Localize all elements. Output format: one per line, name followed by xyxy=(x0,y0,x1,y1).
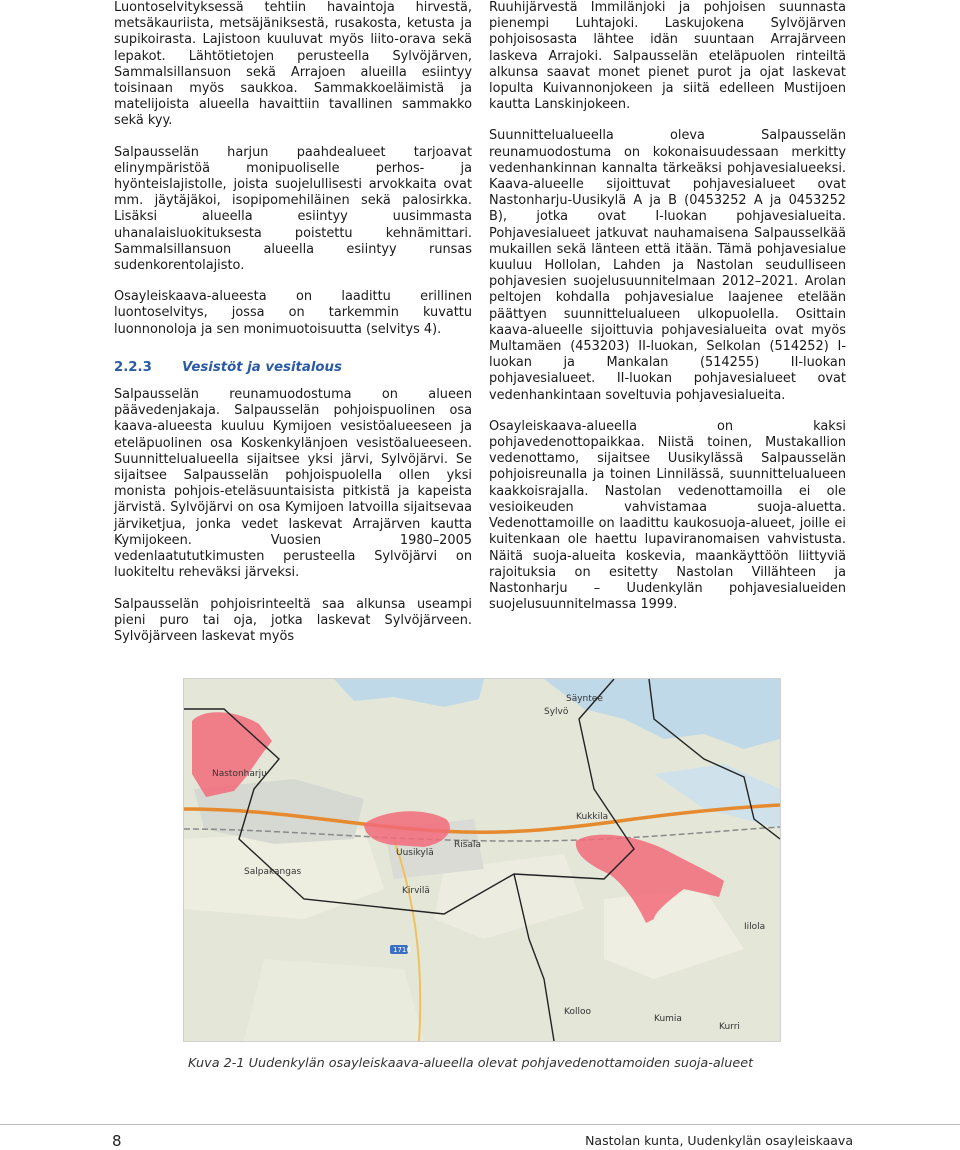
paragraph-rivers: Ruuhijärvestä Immilänjoki ja pohjoisen suunnasta pienempi Luhtajoki. Laskujokena Sylvöjärven pohjoisosasta lähtee idän suuntaan Arrajärveen laskeva Arrajoki. Salpausselän eteläpuolen rinteiltä alkunsa saavat monet pienet purot ja ojat laskevat lopulta Kuivannonjokeen ja siitä edelleen Mustijoen kautta Lanskinjokeen. xyxy=(489,0,846,113)
label-kumia: Kumia xyxy=(654,1014,682,1024)
section-heading xyxy=(114,360,472,376)
groundwater-protection-map xyxy=(183,678,781,1042)
paragraph-nature-survey: Osayleiskaava-alueesta on laadittu erillinen luontoselvitys, jossa on tarkemmin kuvattu luonnonoloja ja sen monimuotoisuutta (selvitys 4). xyxy=(114,289,472,337)
paragraph-watershed: Salpausselän reunamuodostuma on alueen päävedenjakaja. Salpausselän pohjoispuolinen osa kaava-alueesta kuuluu Kymijoen vesistöalueeseen ja eteläpuolinen osa Koskenkylänjoen vesistöalueeseen. Suunnittelualueella sijaitsee yksi järvi, Sylvöjärvi. Se sijaitsee Salpausselän pohjoispuolella ollen yksi monista pohjois-eteläsuuntaisista pitkistä ja kapeista järvistä. Sylvöjärvi on osa Kymijoen latvoilla sijaitsevaa järviketjua, jonka vedet laskevat Arrajärven kautta Kymijokeen. Vuosien 1980–2005 vedenlaatututkimusten perusteella Sylvöjärvi on luokiteltu reheväksi järveksi. xyxy=(114,387,472,581)
field-area-4 xyxy=(244,959,424,1041)
label-iilola: Iilola xyxy=(744,922,766,932)
label-saynatsalo: Säyntee xyxy=(566,694,603,704)
map-canvas xyxy=(184,679,780,1041)
paragraph-groundwater: Suunnittelualueella oleva Salpausselän reunamuodostuma on kokonaisuudessaan merkitty vedenhankinnan kannalta tärkeäksi pohjavesialueeksi. Kaava-alueelle sijoittuvat pohjavesialueet ovat Nastonharju-Uusikylä A ja B (0453252 A ja 0453252 B), jotka ovat I-luokan pohjavesialueita. Pohjavesialueet jatkuvat nauhamaisena Salpausselkää mukaillen sekä länteen että itään. Tämä pohjavesialue kuuluu Hollolan, Lahden ja Nastolan seudulliseen pohjavesien suojelusuunnitelmaan 2012–2021. Arolan peltojen kohdalla pohjavesialue laajenee etelään päättyen suunnittelualueen ulkopuolella. Osittain kaava-alueelle sijoittuvia pohjavesialueita ovat myös Multamäen (453203) II-luokan, Selkolan (514252) I-luokan ja Mankalan (514255) II-luokan pohjavesialueet. II-luokan pohjavesialueet ovat vedenhankintaan soveltuvia pohjavesialueita. xyxy=(489,128,846,403)
right-column xyxy=(489,0,846,613)
figure-caption: Kuva 2-1 Uudenkylän osayleiskaava-alueella olevat pohjavedenottamoiden suoja-alueet xyxy=(188,1056,754,1071)
label-kirvila: Kirvilä xyxy=(402,886,430,896)
label-kurri: Kurri xyxy=(719,1022,740,1032)
paragraph-insects: Salpausselän harjun paahdealueet tarjoavat elinympäristöä monipuoliselle perhos- ja hyönteislajistolle, joista suojelullisesti arvokkaita ovat mm. jäytäjäkoi, isopipomehiläinen sekä palosirkka. Lisäksi alueella esiintyy uusimmasta uhanalaisluokituksesta poistettu kehnämittari. Sammalsillansuon alueella esiintyy runsas sudenkorentolajisto. xyxy=(114,144,472,274)
left-column xyxy=(114,0,472,645)
label-kolloo: Kolloo xyxy=(564,1007,591,1017)
label-uusikyla: Uusikylä xyxy=(396,848,434,858)
paragraph-water-intakes: Osayleiskaava-alueella on kaksi pohjavedenottopaikkaa. Niistä toinen, Mustakallion vedenottamo, sijaitsee Uusikylässä Salpausselän pohjoisreunalla ja toinen Linnilässä, suunnittelualueen kaakkoisrajalla. Nastolan vedenottamoilla ei ole vesioikeuden vahvistamaa suoja-aluetta. Vedenottamoille on laadittu kaukosuoja-alueet, joille ei kuitenkaan ole haettu lupaviranomaisen vahvistusta. Näitä suoja-alueita koskevia, maankäyttöön liittyviä rajoituksia on esitetty Nastolan Villähteen ja Nastonharju – Uudenkylän pohjavesialueiden suojelusuunnitelmassa 1999. xyxy=(489,418,846,613)
section-number: 2.2.3 xyxy=(114,359,152,375)
label-risala: Risala xyxy=(454,840,481,850)
page-number: 8 xyxy=(112,1132,122,1150)
label-sylvo: Sylvö xyxy=(544,707,569,717)
label-nastonharju: Nastonharju xyxy=(212,769,267,779)
section-title: Vesistöt ja vesitalous xyxy=(182,359,342,375)
paragraph-fauna: Luontoselvityksessä tehtiin havaintoja hirvestä, metsäkauriista, metsäjäniksestä, rusakosta, ketusta ja supikoirasta. Lajistoon kuuluvat myös liito-orava sekä lepakot. Lähtötietojen perusteella Sylvöjärven, Sammalsillansuon sekä Arrajoen alueilla esiintyy toisinaan myös saukkoa. Sammakkoeläimistä ja matelijoista alueella havaittiin tavallinen sammakko sekä kyy. xyxy=(114,0,472,129)
footer-divider xyxy=(0,1124,960,1125)
paragraph-streams: Salpausselän pohjoisrinteeltä saa alkunsa useampi pieni puro tai oja, jotka laskevat Sylvöjärveen. Sylvöjärveen laskevat myös xyxy=(114,596,472,644)
label-kukkila: Kukkila xyxy=(576,812,609,822)
label-salpakangas: Salpakangas xyxy=(244,867,302,877)
road-number-text: 1716 xyxy=(393,946,411,954)
footer-publisher: Nastolan kunta, Uudenkylän osayleiskaava xyxy=(585,1133,853,1148)
